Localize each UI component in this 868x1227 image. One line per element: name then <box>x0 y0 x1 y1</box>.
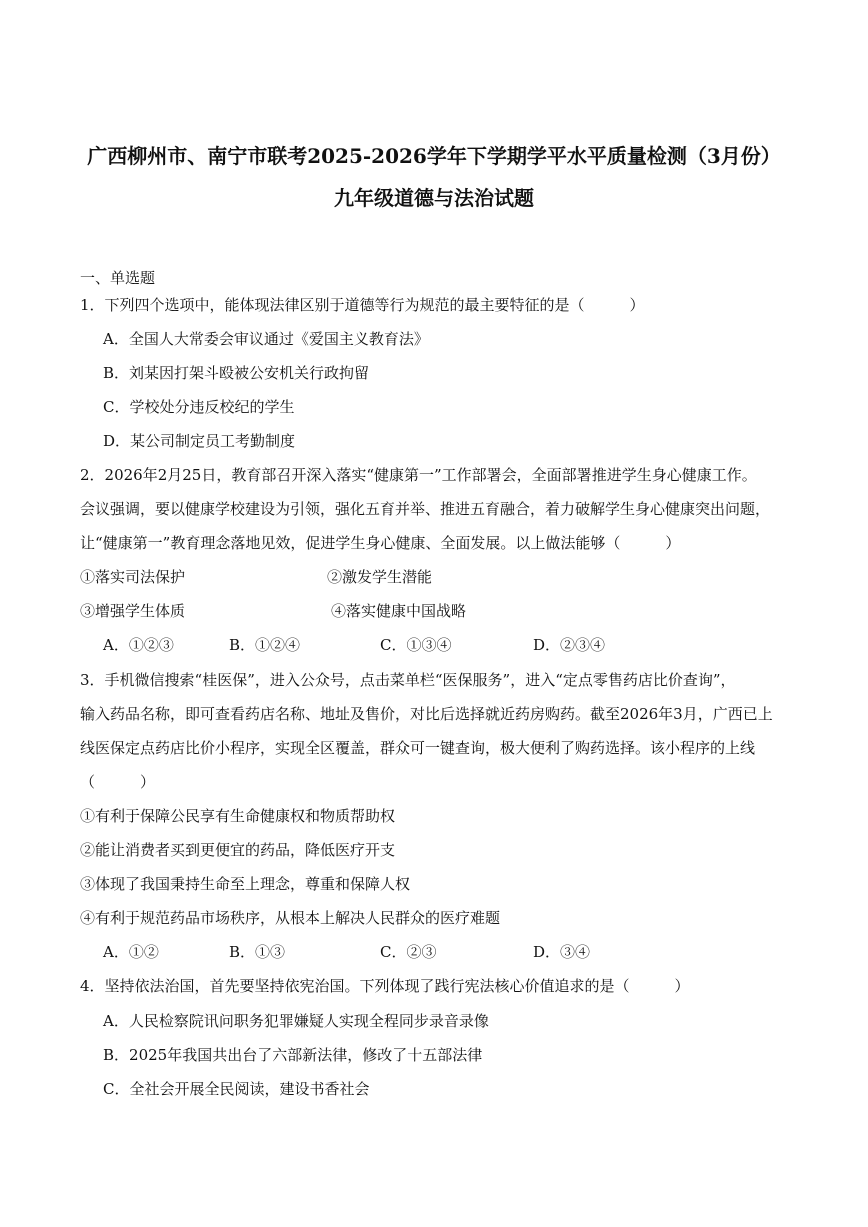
q1-stem: 1．下列四个选项中，能体现法律区别于道德等行为规范的最主要特征的是（ ） <box>80 296 645 314</box>
q3-statement-4: ④有利于规范药品市场秩序，从根本上解决人民群众的医疗难题 <box>80 909 501 927</box>
q4-option-a: A．人民检察院讯问职务犯罪嫌疑人实现全程同步录音录像 <box>103 1012 489 1030</box>
q3-option-a: A．①② <box>103 943 159 961</box>
q3-stem-line4: （ ） <box>80 773 156 791</box>
q2-stem-line3: 让“健康第一”教育理念落地见效，促进学生身心健康、全面发展。以上做法能够（ ） <box>80 534 681 552</box>
q2-statement-2: ②激发学生潜能 <box>327 568 433 586</box>
q1-option-a: A．全国人大常委会审议通过《爱国主义教育法》 <box>103 330 429 348</box>
q4-option-c: C．全社会开展全民阅读，建设书香社会 <box>103 1080 370 1098</box>
q2-option-a: A．①②③ <box>103 636 174 654</box>
exam-title-line2: 九年级道德与法治试题 <box>334 186 534 210</box>
exam-title-line1: 广西柳州市、南宁市联考2025-2026学年下学期学平水平质量检测（3月份） <box>87 144 781 168</box>
q2-stem-line2: 会议强调，要以健康学校建设为引领，强化五育并举、推进五育融合，着力破解学生身心健康突出问题， <box>80 500 771 518</box>
section-heading: 一、单选题 <box>80 269 156 287</box>
q3-option-b: B．①③ <box>229 943 286 961</box>
q1-option-b: B．刘某因打架斗殴被公安机关行政拘留 <box>103 364 370 382</box>
q2-option-b: B．①②④ <box>229 636 301 654</box>
q1-option-c: C．学校处分违反校纪的学生 <box>103 398 295 416</box>
q3-statement-2: ②能让消费者买到更便宜的药品，降低医疗开支 <box>80 841 396 859</box>
q2-statement-4: ④落实健康中国战略 <box>331 602 467 620</box>
q3-stem-line1: 3．手机微信搜索“桂医保”，进入公众号，点击菜单栏“医保服务”，进入“定点零售药店比价查询”， <box>80 671 736 689</box>
q3-statement-3: ③体现了我国秉持生命至上理念，尊重和保障人权 <box>80 875 411 893</box>
q2-statement-3: ③增强学生体质 <box>80 602 186 620</box>
q4-stem: 4．坚持依法治国，首先要坚持依宪治国。下列体现了践行宪法核心价值追求的是（ ） <box>80 977 690 995</box>
q1-option-d: D．某公司制定员工考勤制度 <box>103 432 296 450</box>
q3-option-d: D．③④ <box>533 943 591 961</box>
q4-option-b: B．2025年我国共出台了六部新法律，修改了十五部法律 <box>103 1046 483 1064</box>
q3-statement-1: ①有利于保障公民享有生命健康权和物质帮助权 <box>80 807 396 825</box>
q3-stem-line2: 输入药品名称，即可查看药店名称、地址及售价，对比后选择就近药房购药。截至2026年3月，广西已上 <box>80 705 773 723</box>
q2-option-d: D．②③④ <box>533 636 606 654</box>
q2-option-c: C．①③④ <box>380 636 452 654</box>
q3-option-c: C．②③ <box>380 943 437 961</box>
q2-stem-line1: 2．2026年2月25日，教育部召开深入落实“健康第一”工作部署会，全面部署推进学生身心健康工作。 <box>80 466 757 484</box>
q3-stem-line3: 线医保定点药店比价小程序，实现全区覆盖，群众可一键查询，极大便利了购药选择。该小程序的上线 <box>80 739 756 757</box>
q2-statement-1: ①落实司法保护 <box>80 568 186 586</box>
